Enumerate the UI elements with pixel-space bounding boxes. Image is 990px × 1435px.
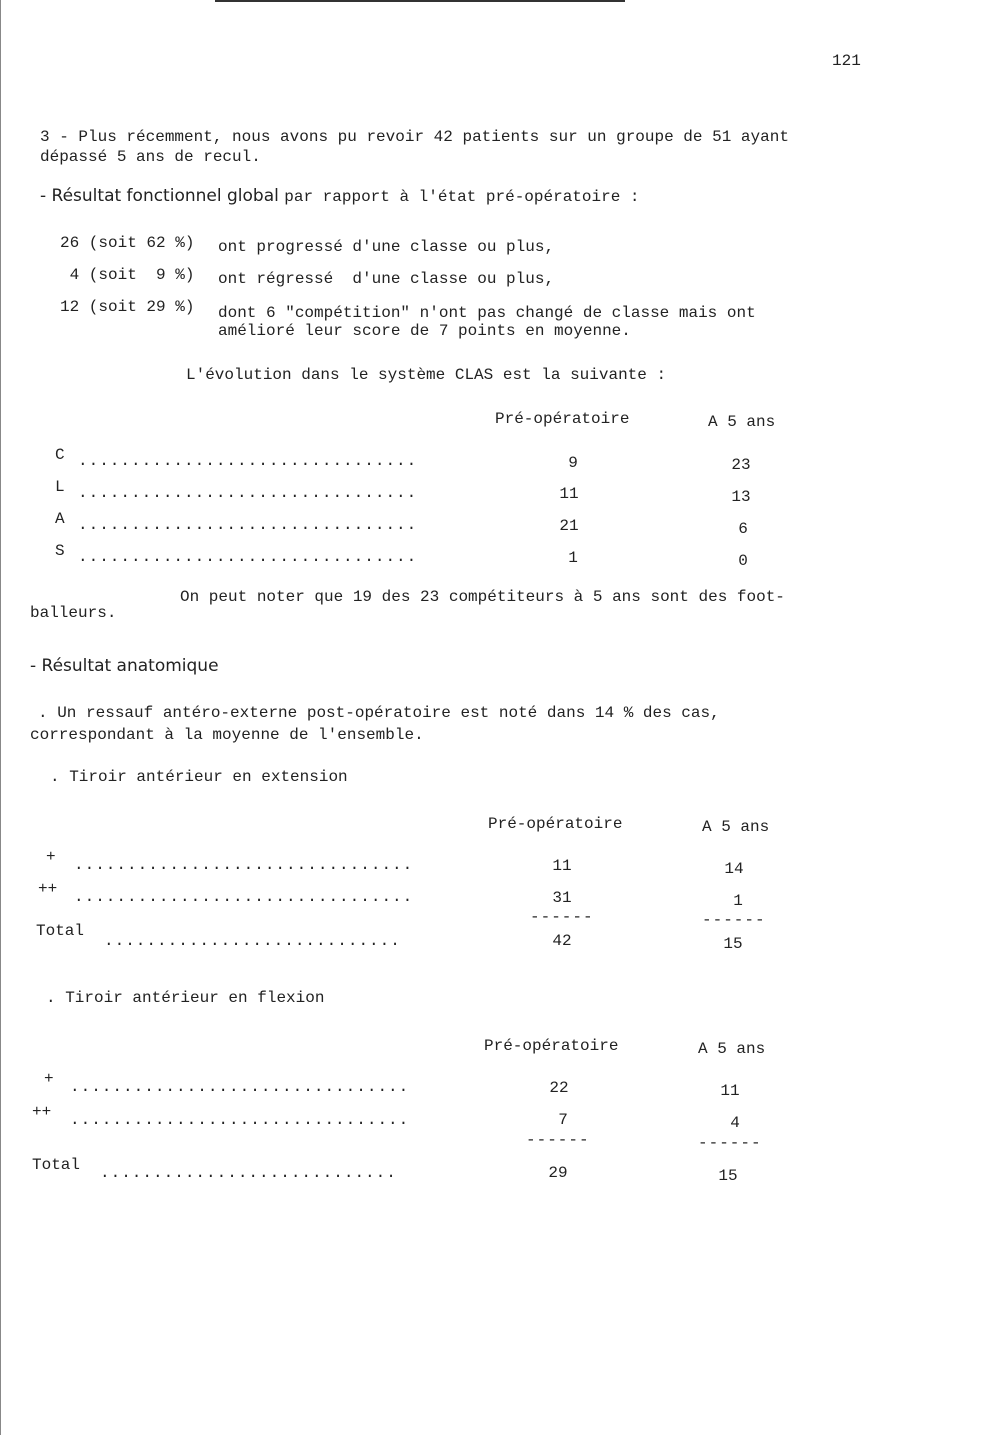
left-edge <box>0 0 1 1435</box>
functional-heading-rest: par rapport à l'état pré-opératoire : <box>284 188 640 206</box>
functional-item-text-cont: amélioré leur score de 7 points en moyenne. <box>218 322 631 340</box>
ressaut-line-2: correspondant à la moyenne de l'ensemble. <box>30 726 424 744</box>
clas-row-pre: 21 <box>559 517 579 535</box>
flex-total-label: Total <box>32 1156 81 1174</box>
functional-item-text: ont progressé d'une classe ou plus, <box>218 238 555 256</box>
clas-row-label: S <box>55 542 65 560</box>
ext-row-pre: 31 <box>552 889 572 907</box>
ext-sep-post: ------ <box>702 911 766 929</box>
ext-total-pre: 42 <box>552 932 572 950</box>
flex-total-pre: 29 <box>548 1164 568 1182</box>
functional-item-text: dont 6 "compétition" n'ont pas changé de classe mais ont <box>218 304 756 322</box>
ressaut-line-1: . Un ressauf antéro-externe post-opératoire est noté dans 14 % des cas, <box>38 704 720 722</box>
clas-col-post: A 5 ans <box>708 413 776 431</box>
ext-sep-pre: ------ <box>530 908 594 926</box>
leader-dots: ................................ <box>78 516 418 534</box>
flexion-heading: . Tiroir antérieur en flexion <box>46 989 325 1007</box>
anatomic-heading: - Résultat anatomique <box>30 656 219 676</box>
functional-heading <box>40 186 640 206</box>
ext-col-post: A 5 ans <box>702 818 770 836</box>
clas-col-pre: Pré-opératoire <box>495 410 630 428</box>
clas-row-pre: 11 <box>559 485 579 503</box>
flex-row-pre: 22 <box>549 1079 569 1097</box>
clas-row-post: 13 <box>731 488 751 506</box>
functional-item-text: ont régressé d'une classe ou plus, <box>218 270 555 288</box>
flex-col-pre: Pré-opératoire <box>484 1037 619 1055</box>
leader-dots: ............................ <box>100 1164 397 1182</box>
leader-dots: ................................ <box>78 452 418 470</box>
leader-dots: ................................ <box>78 548 418 566</box>
extension-heading: . Tiroir antérieur en extension <box>50 768 348 786</box>
ext-row-post: 14 <box>724 860 744 878</box>
leader-dots: ................................ <box>74 888 414 906</box>
intro-line-2: dépassé 5 ans de recul. <box>40 148 261 166</box>
flex-sep-pre: ------ <box>526 1131 590 1149</box>
flex-row-label: + <box>44 1070 54 1088</box>
ext-row-label: ++ <box>38 880 58 898</box>
clas-row-pre: 9 <box>568 454 578 472</box>
clas-row-post: 23 <box>731 456 751 474</box>
ext-col-pre: Pré-opératoire <box>488 815 623 833</box>
leader-dots: ................................ <box>74 856 414 874</box>
note-line-1: On peut noter que 19 des 23 compétiteurs à 5 ans sont des foot- <box>180 588 785 606</box>
note-line-2: balleurs. <box>30 604 117 622</box>
flex-row-pre: 7 <box>558 1111 568 1129</box>
ext-row-label: + <box>46 848 56 866</box>
flex-row-label: ++ <box>32 1103 52 1121</box>
functional-heading-text: - Résultat fonctionnel global <box>40 186 279 206</box>
ext-row-pre: 11 <box>552 857 572 875</box>
ext-row-post: 1 <box>733 892 743 910</box>
flex-col-post: A 5 ans <box>698 1040 766 1058</box>
functional-item-num: 26 (soit 62 %) <box>60 234 195 252</box>
ext-total-post: 15 <box>723 935 743 953</box>
clas-row-label: L <box>55 478 65 496</box>
leader-dots: ................................ <box>78 484 418 502</box>
clas-row-pre: 1 <box>568 549 578 567</box>
page-number: 121 <box>832 52 861 70</box>
top-rule <box>215 0 625 2</box>
flex-total-post: 15 <box>718 1167 738 1185</box>
intro-line-1: 3 - Plus récemment, nous avons pu revoir 42 patients sur un groupe de 51 ayant <box>40 128 789 146</box>
clas-intro: L'évolution dans le système CLAS est la suivante : <box>186 366 667 384</box>
leader-dots: ............................ <box>104 932 401 950</box>
ext-total-label: Total <box>36 922 85 940</box>
functional-item-num: 12 (soit 29 %) <box>60 298 195 316</box>
flex-row-post: 11 <box>720 1082 740 1100</box>
leader-dots: ................................ <box>70 1111 410 1129</box>
clas-row-label: A <box>55 510 65 528</box>
flex-sep-post: ------ <box>698 1134 762 1152</box>
flex-row-post: 4 <box>730 1114 740 1132</box>
clas-row-label: C <box>55 446 65 464</box>
leader-dots: ................................ <box>70 1078 410 1096</box>
functional-item-num: 4 (soit 9 %) <box>60 266 195 284</box>
clas-row-post: 0 <box>738 552 748 570</box>
clas-row-post: 6 <box>738 520 748 538</box>
